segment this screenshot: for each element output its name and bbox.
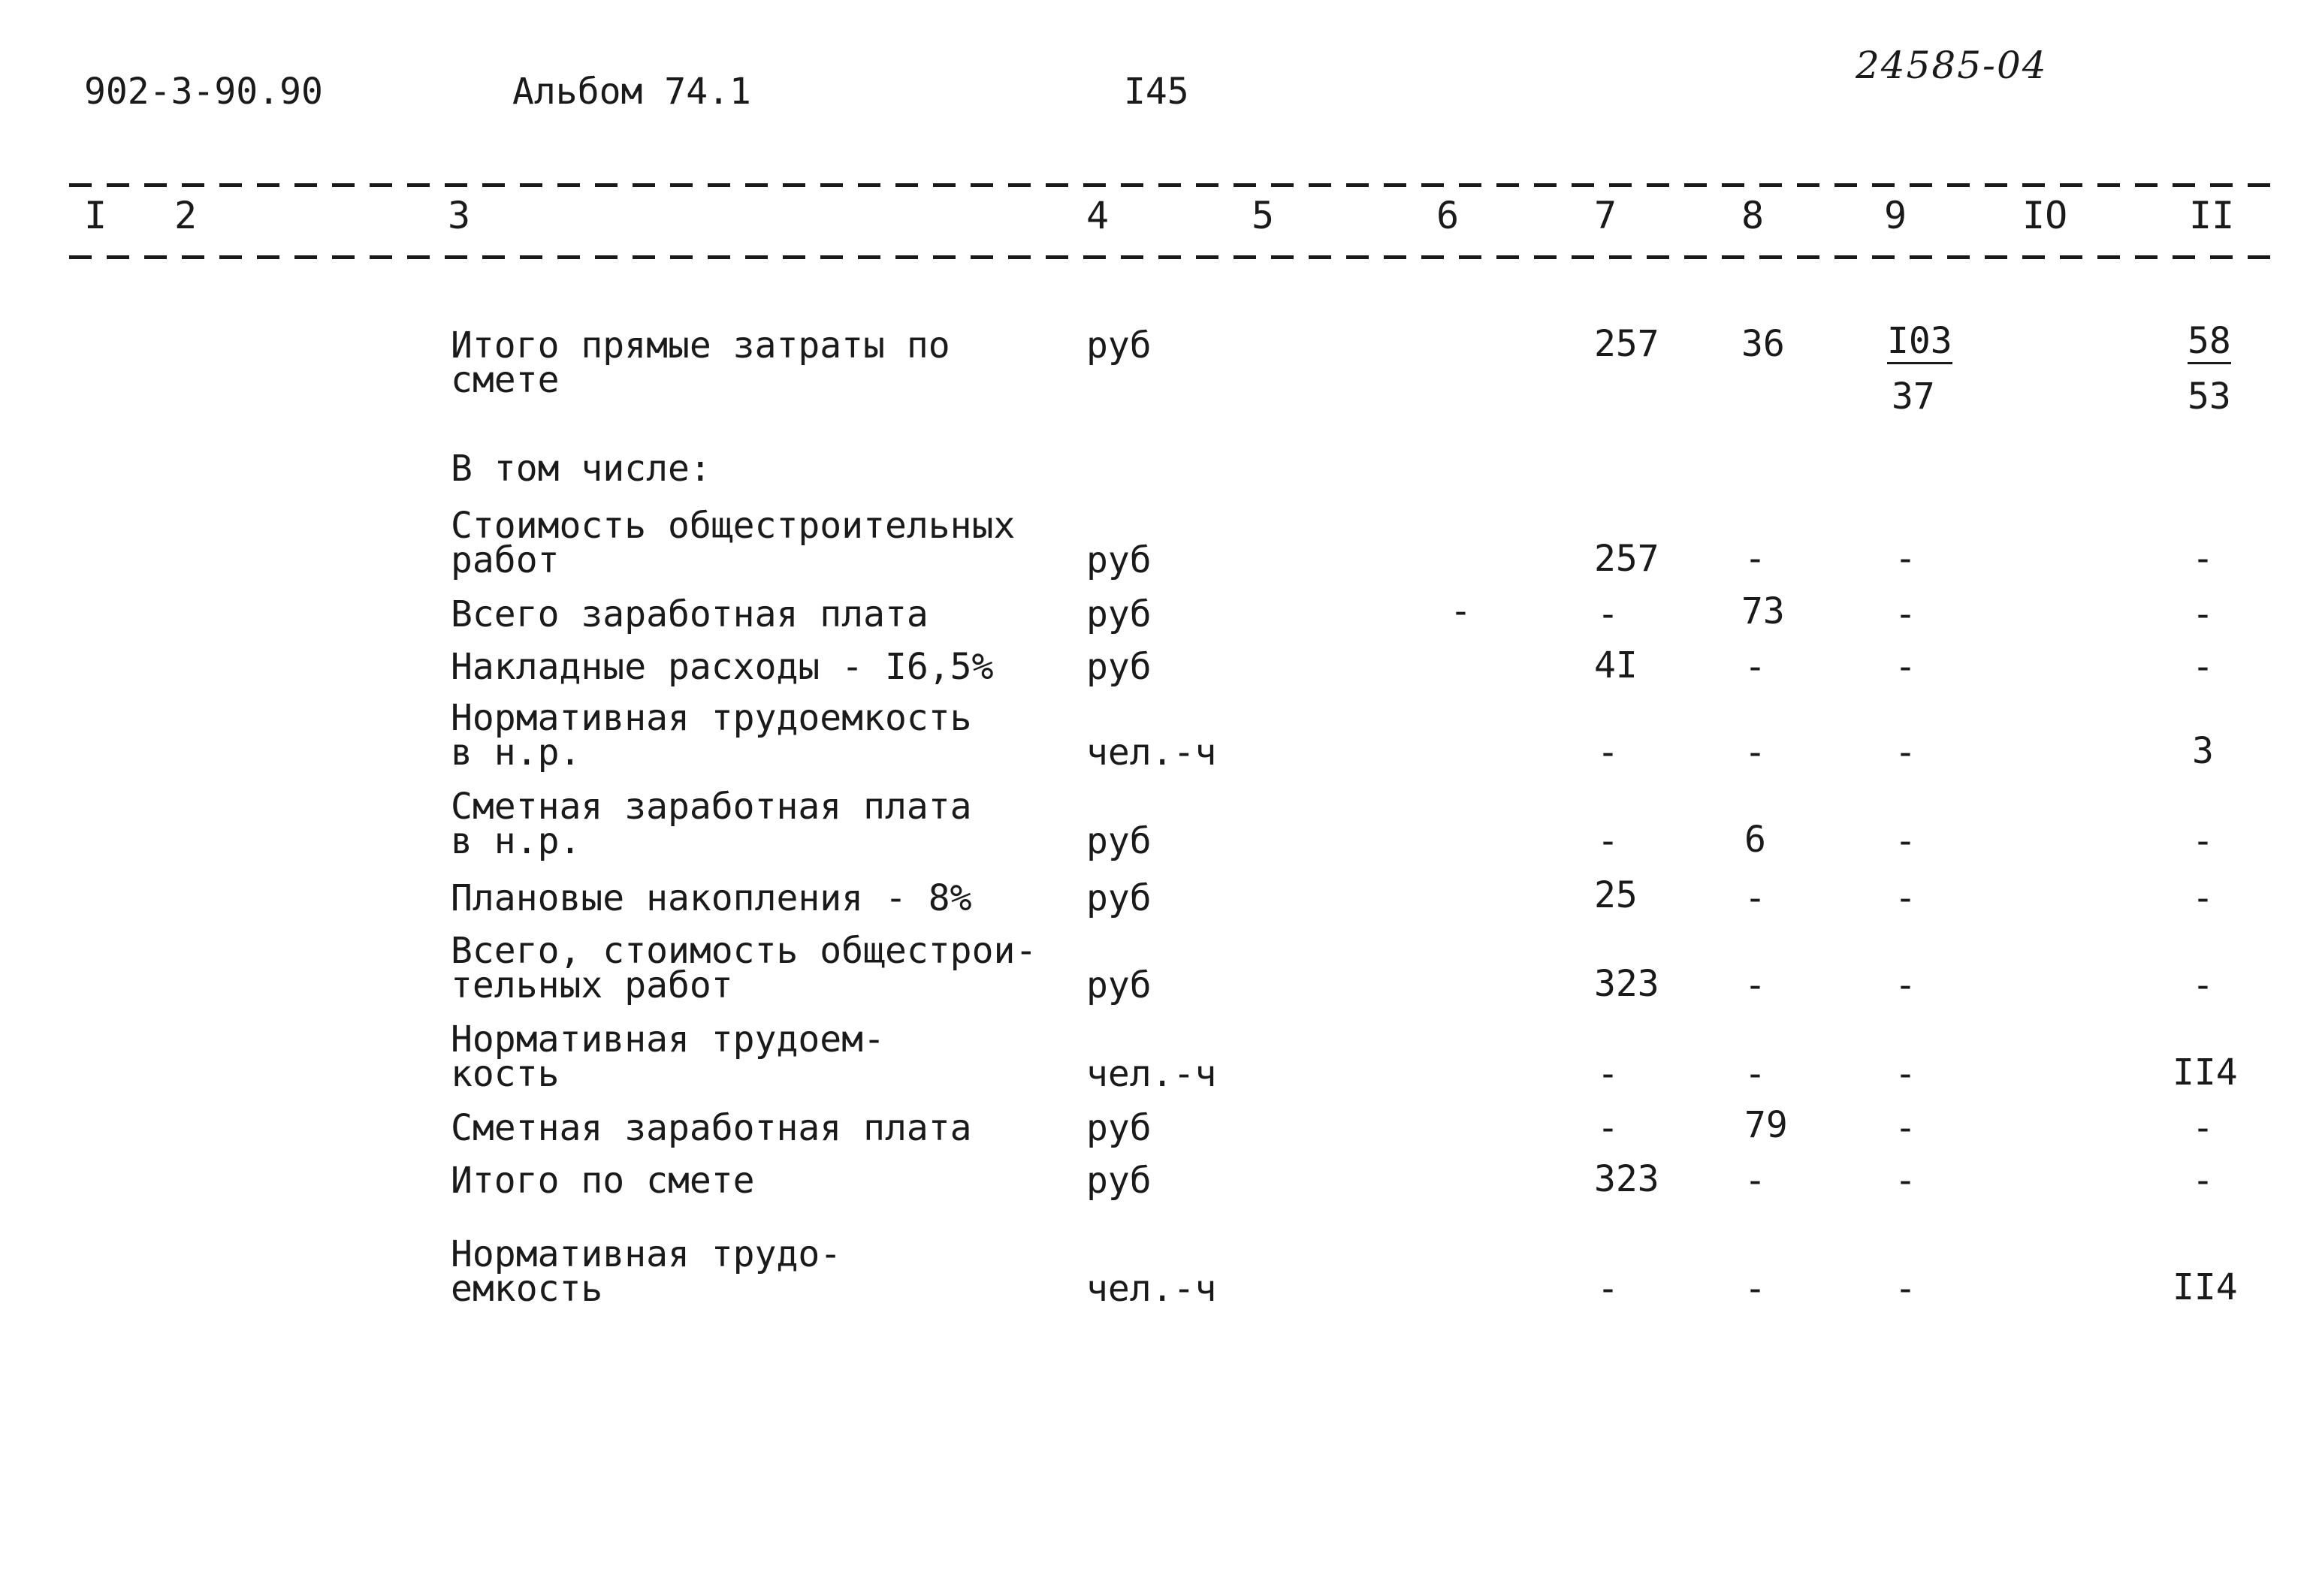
- col8-cell: -: [1744, 732, 1766, 774]
- col8-cell: -: [1744, 877, 1766, 919]
- col9-cell: -: [1895, 646, 1916, 688]
- col7-cell: -: [1597, 593, 1619, 635]
- col7-cell: -: [1597, 732, 1619, 774]
- col8-cell: -: [1744, 964, 1766, 1006]
- unit-cell: чел.-ч: [1086, 732, 1217, 774]
- unit-cell: руб: [1086, 964, 1152, 1006]
- column-header-5: 5: [1252, 194, 1275, 237]
- col11-denominator: 53: [2188, 376, 2231, 418]
- column-header-4: 4: [1086, 194, 1110, 237]
- col8-cell: -: [1744, 538, 1766, 580]
- column-header-9: 9: [1884, 194, 1907, 237]
- col7-cell: -: [1597, 1053, 1619, 1095]
- col9-cell: -: [1895, 1268, 1916, 1310]
- col9-numerator: I03: [1887, 323, 1952, 364]
- col6-cell: -: [1450, 590, 1472, 632]
- unit-cell: руб: [1086, 877, 1152, 919]
- unit-cell: руб: [1086, 646, 1152, 688]
- row-label-line: Итого прямые затраты по: [451, 324, 950, 367]
- row-label-line: Плановые накопления - 8%: [451, 877, 972, 919]
- row-label-line: Накладные расходы - I6,5%: [451, 646, 994, 688]
- unit-cell: руб: [1086, 324, 1152, 367]
- row-label-line: в н.р.: [451, 820, 581, 862]
- unit-cell: руб: [1086, 820, 1152, 862]
- col7-cell: -: [1597, 1107, 1619, 1149]
- column-header-11: II: [2189, 194, 2235, 237]
- row-label-line: Всего заработная плата: [451, 593, 929, 635]
- col8-cell: 73: [1741, 590, 1785, 632]
- col11-cell: 3: [2192, 730, 2214, 772]
- col9-cell: -: [1895, 820, 1916, 862]
- col9-cell: -: [1895, 1160, 1916, 1202]
- document-code: 902-3-90.90: [84, 71, 323, 113]
- col11-numerator: 58: [2188, 323, 2231, 364]
- col7-cell: -: [1597, 1268, 1619, 1310]
- column-header-8: 8: [1741, 194, 1765, 237]
- col9-cell: -: [1895, 1053, 1916, 1095]
- col7-cell: 323: [1594, 963, 1659, 1005]
- col8-cell: -: [1744, 1053, 1766, 1095]
- row-label-line: Итого по смете: [451, 1160, 755, 1202]
- col7-cell: 257: [1594, 323, 1659, 365]
- col7-cell: 4I: [1594, 644, 1638, 686]
- col9-cell: -: [1895, 877, 1916, 919]
- unit-cell: руб: [1086, 539, 1152, 581]
- col9-cell: -: [1895, 1107, 1916, 1149]
- col7-cell: 323: [1594, 1158, 1659, 1200]
- row-label-line: в н.р.: [451, 732, 581, 774]
- row-label-line: кость: [451, 1053, 560, 1095]
- album-label: Альбом 74.1: [512, 71, 751, 113]
- col11-cell: -: [2192, 538, 2214, 580]
- col8-cell: -: [1744, 1268, 1766, 1310]
- section-subheading: В том числе:: [451, 448, 711, 490]
- row-label-line: емкость: [451, 1268, 603, 1310]
- header-top-rule: [69, 183, 2270, 187]
- row-label-line: Сметная заработная плата: [451, 1107, 972, 1149]
- unit-cell: чел.-ч: [1086, 1053, 1217, 1095]
- col8-cell: 6: [1744, 819, 1766, 861]
- col7-cell: 257: [1594, 538, 1659, 580]
- unit-cell: руб: [1086, 593, 1152, 635]
- row-label-line: Нормативная трудо-: [451, 1233, 842, 1275]
- col11-cell: -: [2192, 964, 2214, 1006]
- column-header-7: 7: [1594, 194, 1617, 237]
- col11-cell: II4: [2173, 1051, 2238, 1094]
- column-header-10: IO: [2022, 194, 2068, 237]
- col11-cell: II4: [2173, 1266, 2238, 1308]
- row-label-line: Нормативная трудоемкость: [451, 697, 972, 739]
- row-label-line: Сметная заработная плата: [451, 786, 972, 828]
- col9-cell: -: [1895, 538, 1916, 580]
- col8-cell: 79: [1744, 1104, 1788, 1146]
- row-label-line: тельных работ: [451, 964, 733, 1006]
- col9-cell: -: [1895, 593, 1916, 635]
- col9-cell: -: [1895, 732, 1916, 774]
- col11-cell: -: [2192, 877, 2214, 919]
- col11-cell: -: [2192, 646, 2214, 688]
- col11-cell: -: [2192, 1107, 2214, 1149]
- column-header-3: 3: [448, 194, 471, 237]
- col11-cell: -: [2192, 820, 2214, 862]
- col11-cell: -: [2192, 1160, 2214, 1202]
- row-label-line: смете: [451, 359, 560, 401]
- col9-denominator: 37: [1892, 376, 1935, 418]
- handwritten-inventory-number: 24585-04: [1856, 44, 2048, 87]
- col8-cell: 36: [1741, 323, 1785, 365]
- column-header-2: 2: [174, 194, 198, 237]
- column-header-6: 6: [1436, 194, 1460, 237]
- col9-cell: -: [1895, 964, 1916, 1006]
- col8-cell: -: [1744, 646, 1766, 688]
- unit-cell: руб: [1086, 1160, 1152, 1202]
- col11-cell: -: [2192, 593, 2214, 635]
- row-label-line: работ: [451, 539, 560, 581]
- col8-cell: -: [1744, 1160, 1766, 1202]
- column-header-1: I: [84, 194, 107, 237]
- col7-cell: 25: [1594, 874, 1638, 916]
- row-label-line: Стоимость общестроительных: [451, 505, 1016, 547]
- row-label-line: Нормативная трудоем-: [451, 1018, 885, 1060]
- unit-cell: руб: [1086, 1107, 1152, 1149]
- row-label-line: Всего, стоимость общестрои-: [451, 930, 1037, 972]
- page-number: I45: [1124, 71, 1189, 113]
- col7-cell: -: [1597, 820, 1619, 862]
- header-bottom-rule: [69, 255, 2270, 259]
- unit-cell: чел.-ч: [1086, 1268, 1217, 1310]
